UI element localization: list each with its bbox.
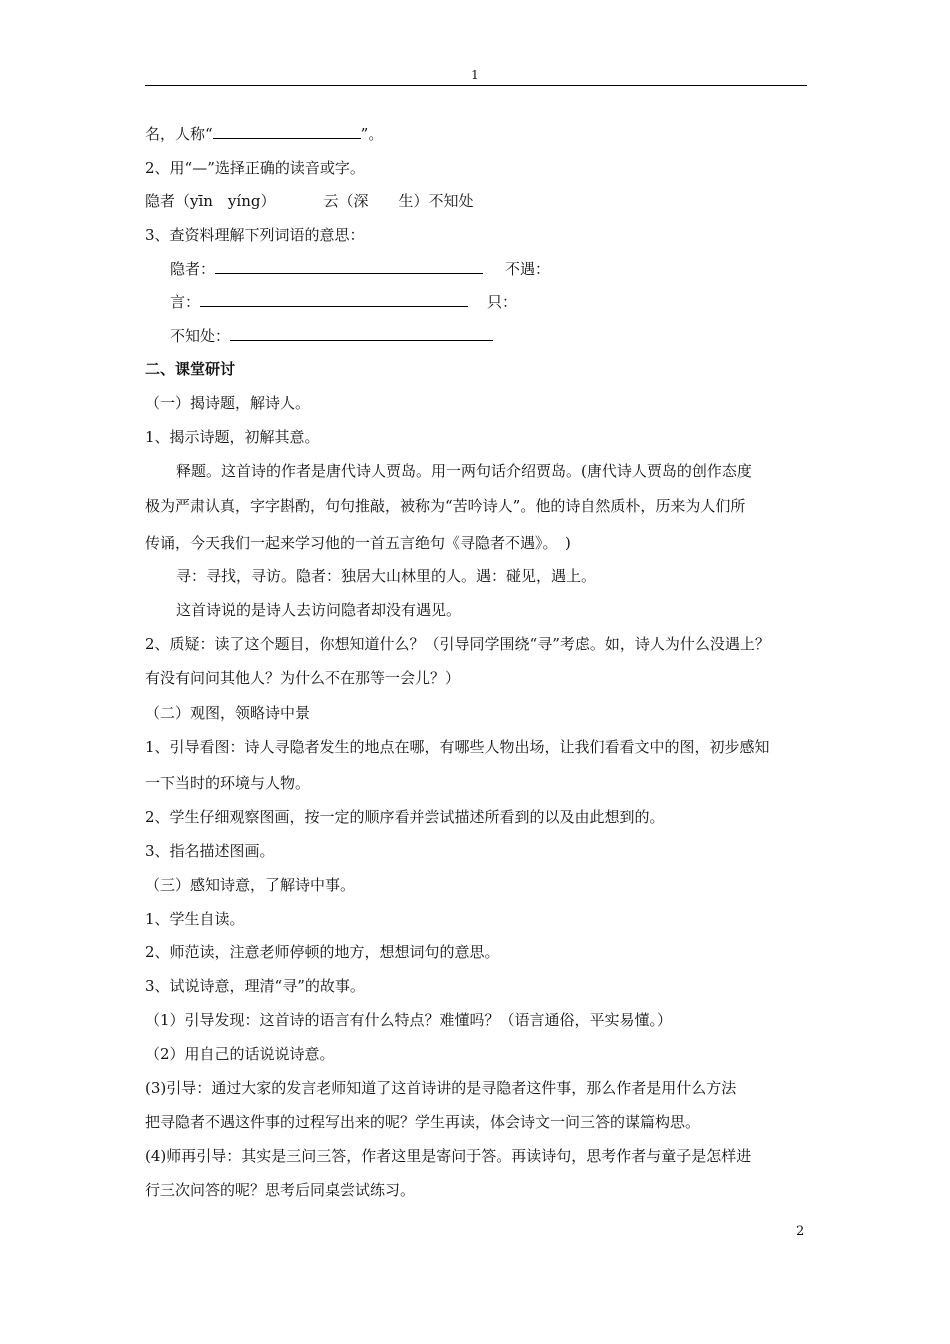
- footer-page-number: 2: [796, 1224, 805, 1239]
- pronunciation-choice-line: [145, 191, 473, 211]
- vocab-buzhichu: [170, 326, 493, 346]
- vocab-yan: [170, 292, 468, 312]
- line1-end: ”。: [360, 125, 384, 143]
- sub3-line2: 把寻隐者不遇这件事的过程写出来的呢？学生再读，体会诗文一问三答的谋篇构思。: [145, 1113, 701, 1131]
- vocab-buyu-label: 不遇：: [505, 260, 551, 278]
- item2-line2: 有没有问问其他人？为什么不在那等一会儿？）: [145, 669, 461, 687]
- line1-start: 名，人称“: [145, 125, 213, 143]
- sub2: （2）用自己的话说说诗意。: [145, 1045, 335, 1063]
- exercise-3: 3、查资料理解下列词语的意思：: [145, 226, 365, 244]
- para1-line2: 极为严肃认真，字字斟酌，句句推敲，被称为“苦吟诗人”。他的诗自然质朴，历来为人们所: [145, 497, 746, 515]
- header-page-number: 1: [471, 68, 479, 82]
- p2-item3: 3、指名描述图画。: [145, 842, 275, 860]
- sub1: （1）引导发现：这首诗的语言有什么特点？难懂吗？（语言通俗，平实易懂。）: [145, 1011, 673, 1029]
- para1-line1: 释题。这首诗的作者是唐代诗人贾岛。用一两句话介绍贾岛。(唐代诗人贾岛的创作态度: [176, 462, 752, 480]
- pronunciation-choice: 隐者（yīn yíng）: [145, 192, 276, 210]
- vocab-yan-blank[interactable]: [200, 292, 468, 307]
- part3-heading: （三）感知诗意，了解诗中事。: [145, 876, 356, 894]
- part2-heading: （二）观图，领略诗中景: [145, 704, 311, 722]
- sub4-line2: 行三次问答的呢？思考后同桌尝试练习。: [145, 1181, 416, 1199]
- gloss-line: 寻：寻找，寻访。隐者：独居大山林里的人。遇：碰见，遇上。: [176, 567, 597, 585]
- fill-blank-line: [145, 124, 383, 144]
- vocab-yinzhe-label: 隐者：: [170, 260, 216, 278]
- vocab-buzhichu-blank[interactable]: [230, 326, 493, 341]
- sub4-line1: (4)师再引导：其实是三问三答，作者这里是寄问于答。再读诗句，思考作者与童子是怎样进: [145, 1147, 752, 1165]
- part1-heading: （一）揭诗题，解诗人。: [145, 394, 311, 412]
- answer-blank[interactable]: [213, 124, 361, 139]
- p2-item1-line1: 1、引导看图：诗人寻隐者发生的地点在哪，有哪些人物出场，让我们看看文中的图，初步感知: [145, 738, 770, 756]
- vocab-yan-label: 言：: [170, 293, 201, 311]
- para1-line3: 传诵，今天我们一起来学习他的一首五言绝句《寻隐者不遇》。 ): [145, 534, 571, 552]
- p3-item1: 1、学生自读。: [145, 910, 245, 928]
- vocab-buzhichu-label: 不知处：: [170, 327, 231, 345]
- vocab-yinzhe-blank[interactable]: [215, 259, 483, 274]
- item2-line1: 2、质疑：读了这个题目，你想知道什么？（引导同学围绕“寻”考虑。如，诗人为什么没遇上？: [145, 635, 770, 653]
- item1: 1、揭示诗题，初解其意。: [145, 428, 320, 446]
- vocab-yinzhe: [170, 259, 483, 279]
- sub3-line1: (3)引导：通过大家的发言老师知道了这首诗讲的是寻隐者这件事，那么作者是用什么方法: [145, 1079, 737, 1097]
- section-heading: 二、课堂研讨: [145, 360, 236, 378]
- p2-item1-line2: 一下当时的环境与人物。: [145, 774, 311, 792]
- character-choice: 云（深 生）不知处: [323, 192, 474, 210]
- exercise-2: 2、用“—”选择正确的读音或字。: [145, 159, 365, 177]
- vocab-zhi-label: 只：: [487, 293, 518, 311]
- p3-item2: 2、师范读，注意老师停顿的地方，想想词句的意思。: [145, 943, 500, 961]
- p3-item3: 3、试说诗意，理清“寻”的故事。: [145, 977, 365, 995]
- summary-line: 这首诗说的是诗人去访问隐者却没有遇见。: [176, 601, 462, 619]
- header-rule: [145, 85, 807, 86]
- p2-item2: 2、学生仔细观察图画，按一定的顺序看并尝试描述所看到的以及由此想到的。: [145, 808, 665, 826]
